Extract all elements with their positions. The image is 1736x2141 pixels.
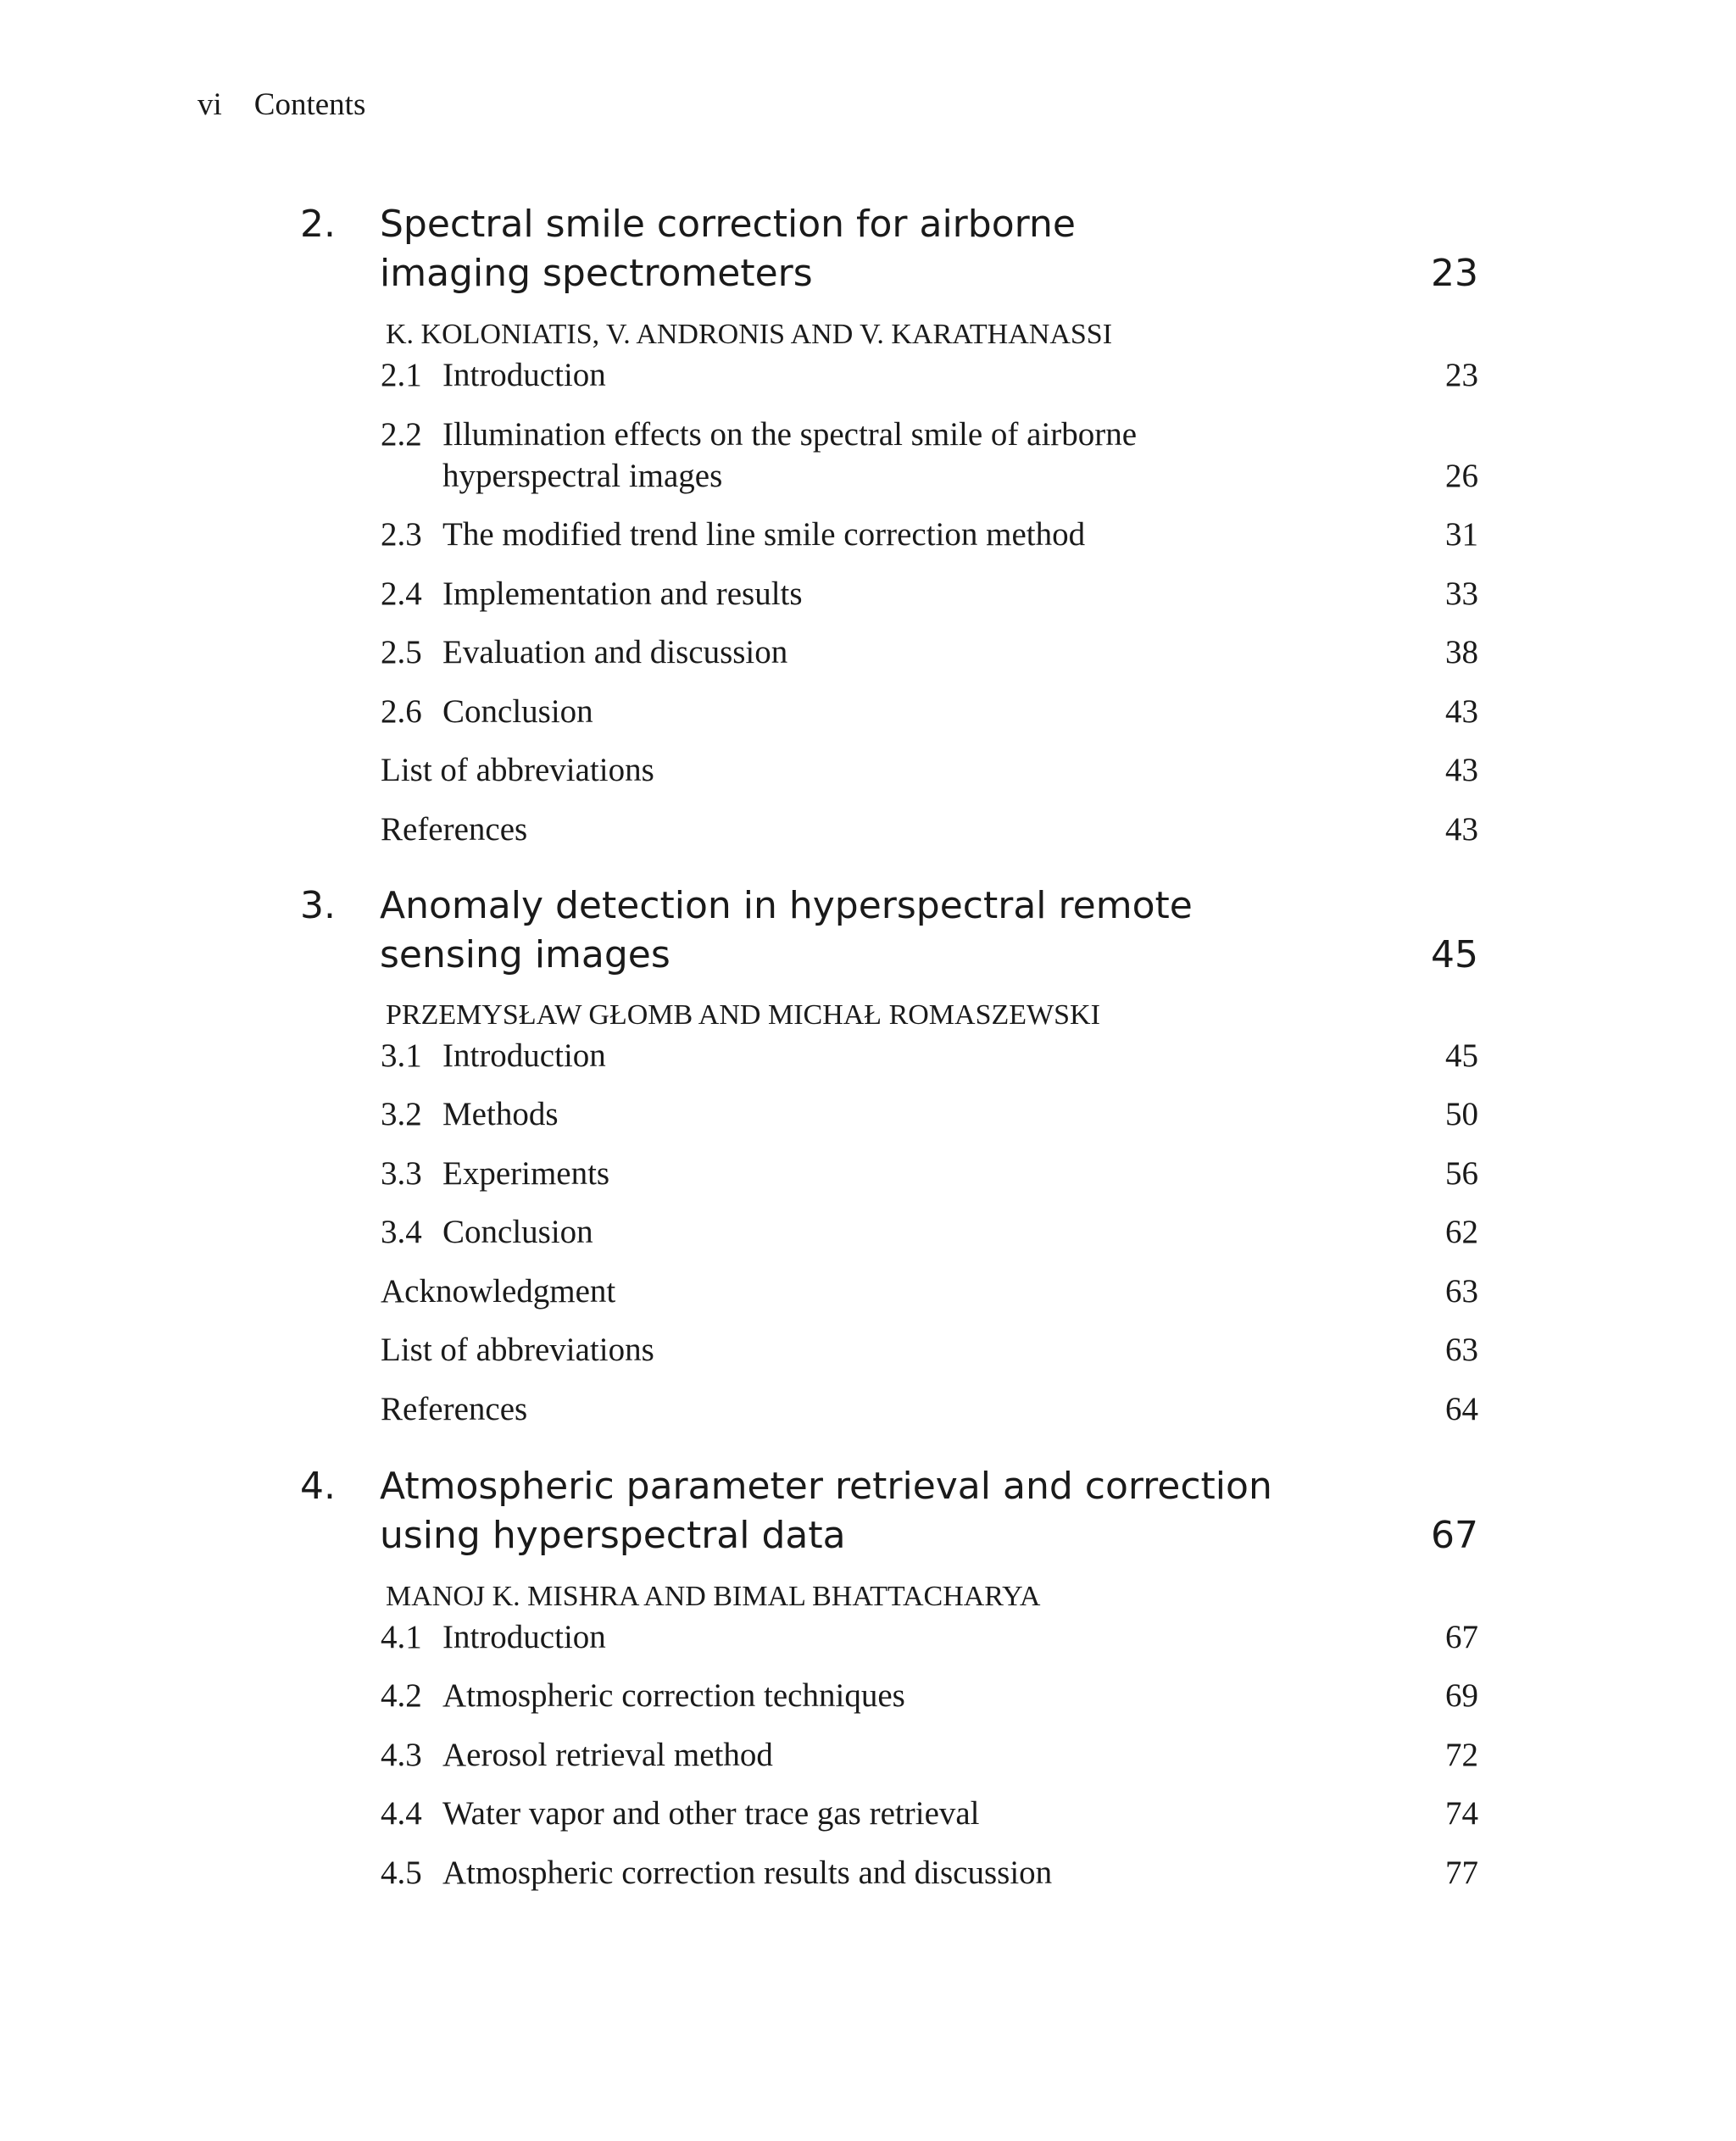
section-title: Implementation and results	[442, 576, 803, 612]
section-page: 43	[1445, 693, 1478, 730]
chapter-title-line: Spectral smile correction for airborne	[380, 203, 1076, 246]
running-head	[198, 85, 365, 125]
chapter-number: 3.	[300, 884, 336, 927]
section-page: 33	[1445, 576, 1478, 612]
section-page: 64	[1445, 1391, 1478, 1427]
section-number: 2.1	[381, 357, 422, 393]
section-title: Experiments	[442, 1155, 610, 1192]
section-number: 3.3	[381, 1155, 422, 1192]
section-title: Water vapor and other trace gas retrieval	[442, 1795, 980, 1832]
section-page: 69	[1445, 1677, 1478, 1714]
chapter-title-line: using hyperspectral data	[380, 1514, 846, 1557]
section-page: 56	[1445, 1155, 1478, 1192]
section-title: Illumination effects on the spectral smile of airborne	[442, 416, 1138, 453]
section-title: Acknowledgment	[381, 1273, 616, 1310]
section-page: 38	[1445, 634, 1478, 670]
section-page: 43	[1445, 752, 1478, 788]
section-number: 2.5	[381, 634, 422, 670]
section-title: Atmospheric correction results and discussion	[442, 1855, 1053, 1891]
page-number: vi	[198, 87, 222, 122]
section-page: 50	[1445, 1096, 1478, 1132]
running-head-title: Contents	[253, 87, 366, 122]
section-number: 4.4	[381, 1795, 422, 1832]
section-number: 2.4	[381, 576, 422, 612]
chapter-page: 67	[1431, 1514, 1478, 1557]
section-page: 63	[1445, 1332, 1478, 1368]
section-number: 2.3	[381, 516, 422, 553]
chapter-title-line: sensing images	[380, 933, 670, 976]
chapter-page: 45	[1431, 933, 1478, 976]
section-title: Conclusion	[442, 693, 593, 730]
section-page: 31	[1445, 516, 1478, 553]
section-title: List of abbreviations	[381, 1332, 654, 1368]
section-title: Introduction	[442, 1037, 606, 1074]
chapter-authors: K. KOLONIATIS, V. ANDRONIS AND V. KARATHANASSI	[386, 319, 1113, 350]
section-title: Atmospheric correction techniques	[442, 1677, 905, 1714]
chapter-title-line: imaging spectrometers	[380, 252, 813, 295]
chapter-page: 23	[1431, 252, 1478, 295]
chapter-title-line: Anomaly detection in hyperspectral remote	[380, 884, 1193, 927]
section-title: References	[381, 811, 528, 848]
section-page: 43	[1445, 811, 1478, 848]
section-title: Methods	[442, 1096, 559, 1132]
section-title: Introduction	[442, 357, 606, 393]
chapter-authors: MANOJ K. MISHRA AND BIMAL BHATTACHARYA	[386, 1581, 1041, 1612]
section-title-continued: hyperspectral images	[442, 458, 723, 494]
section-title: List of abbreviations	[381, 752, 654, 788]
section-title: Evaluation and discussion	[442, 634, 788, 670]
section-title: Introduction	[442, 1619, 606, 1655]
section-number: 3.2	[381, 1096, 422, 1132]
section-number: 4.5	[381, 1855, 422, 1891]
section-page: 77	[1445, 1855, 1478, 1891]
chapter-number: 2.	[300, 203, 336, 246]
chapter-authors: PRZEMYSŁAW GŁOMB AND MICHAŁ ROMASZEWSKI	[386, 999, 1100, 1031]
section-page: 45	[1445, 1037, 1478, 1074]
section-page: 74	[1445, 1795, 1478, 1832]
section-page: 23	[1445, 357, 1478, 393]
section-page: 72	[1445, 1737, 1478, 1773]
section-title: Aerosol retrieval method	[442, 1737, 773, 1773]
chapter-title-line: Atmospheric parameter retrieval and correction	[380, 1465, 1272, 1508]
section-page: 26	[1445, 458, 1478, 494]
chapter-number: 4.	[300, 1465, 336, 1508]
section-title: Conclusion	[442, 1214, 593, 1250]
section-title: The modified trend line smile correction method	[442, 516, 1086, 553]
section-number: 2.6	[381, 693, 422, 730]
section-title: References	[381, 1391, 528, 1427]
section-number: 3.1	[381, 1037, 422, 1074]
section-number: 2.2	[381, 416, 422, 453]
section-number: 4.2	[381, 1677, 422, 1714]
section-number: 4.3	[381, 1737, 422, 1773]
section-page: 63	[1445, 1273, 1478, 1310]
section-number: 4.1	[381, 1619, 422, 1655]
section-page: 62	[1445, 1214, 1478, 1250]
section-page: 67	[1445, 1619, 1478, 1655]
section-number: 3.4	[381, 1214, 422, 1250]
